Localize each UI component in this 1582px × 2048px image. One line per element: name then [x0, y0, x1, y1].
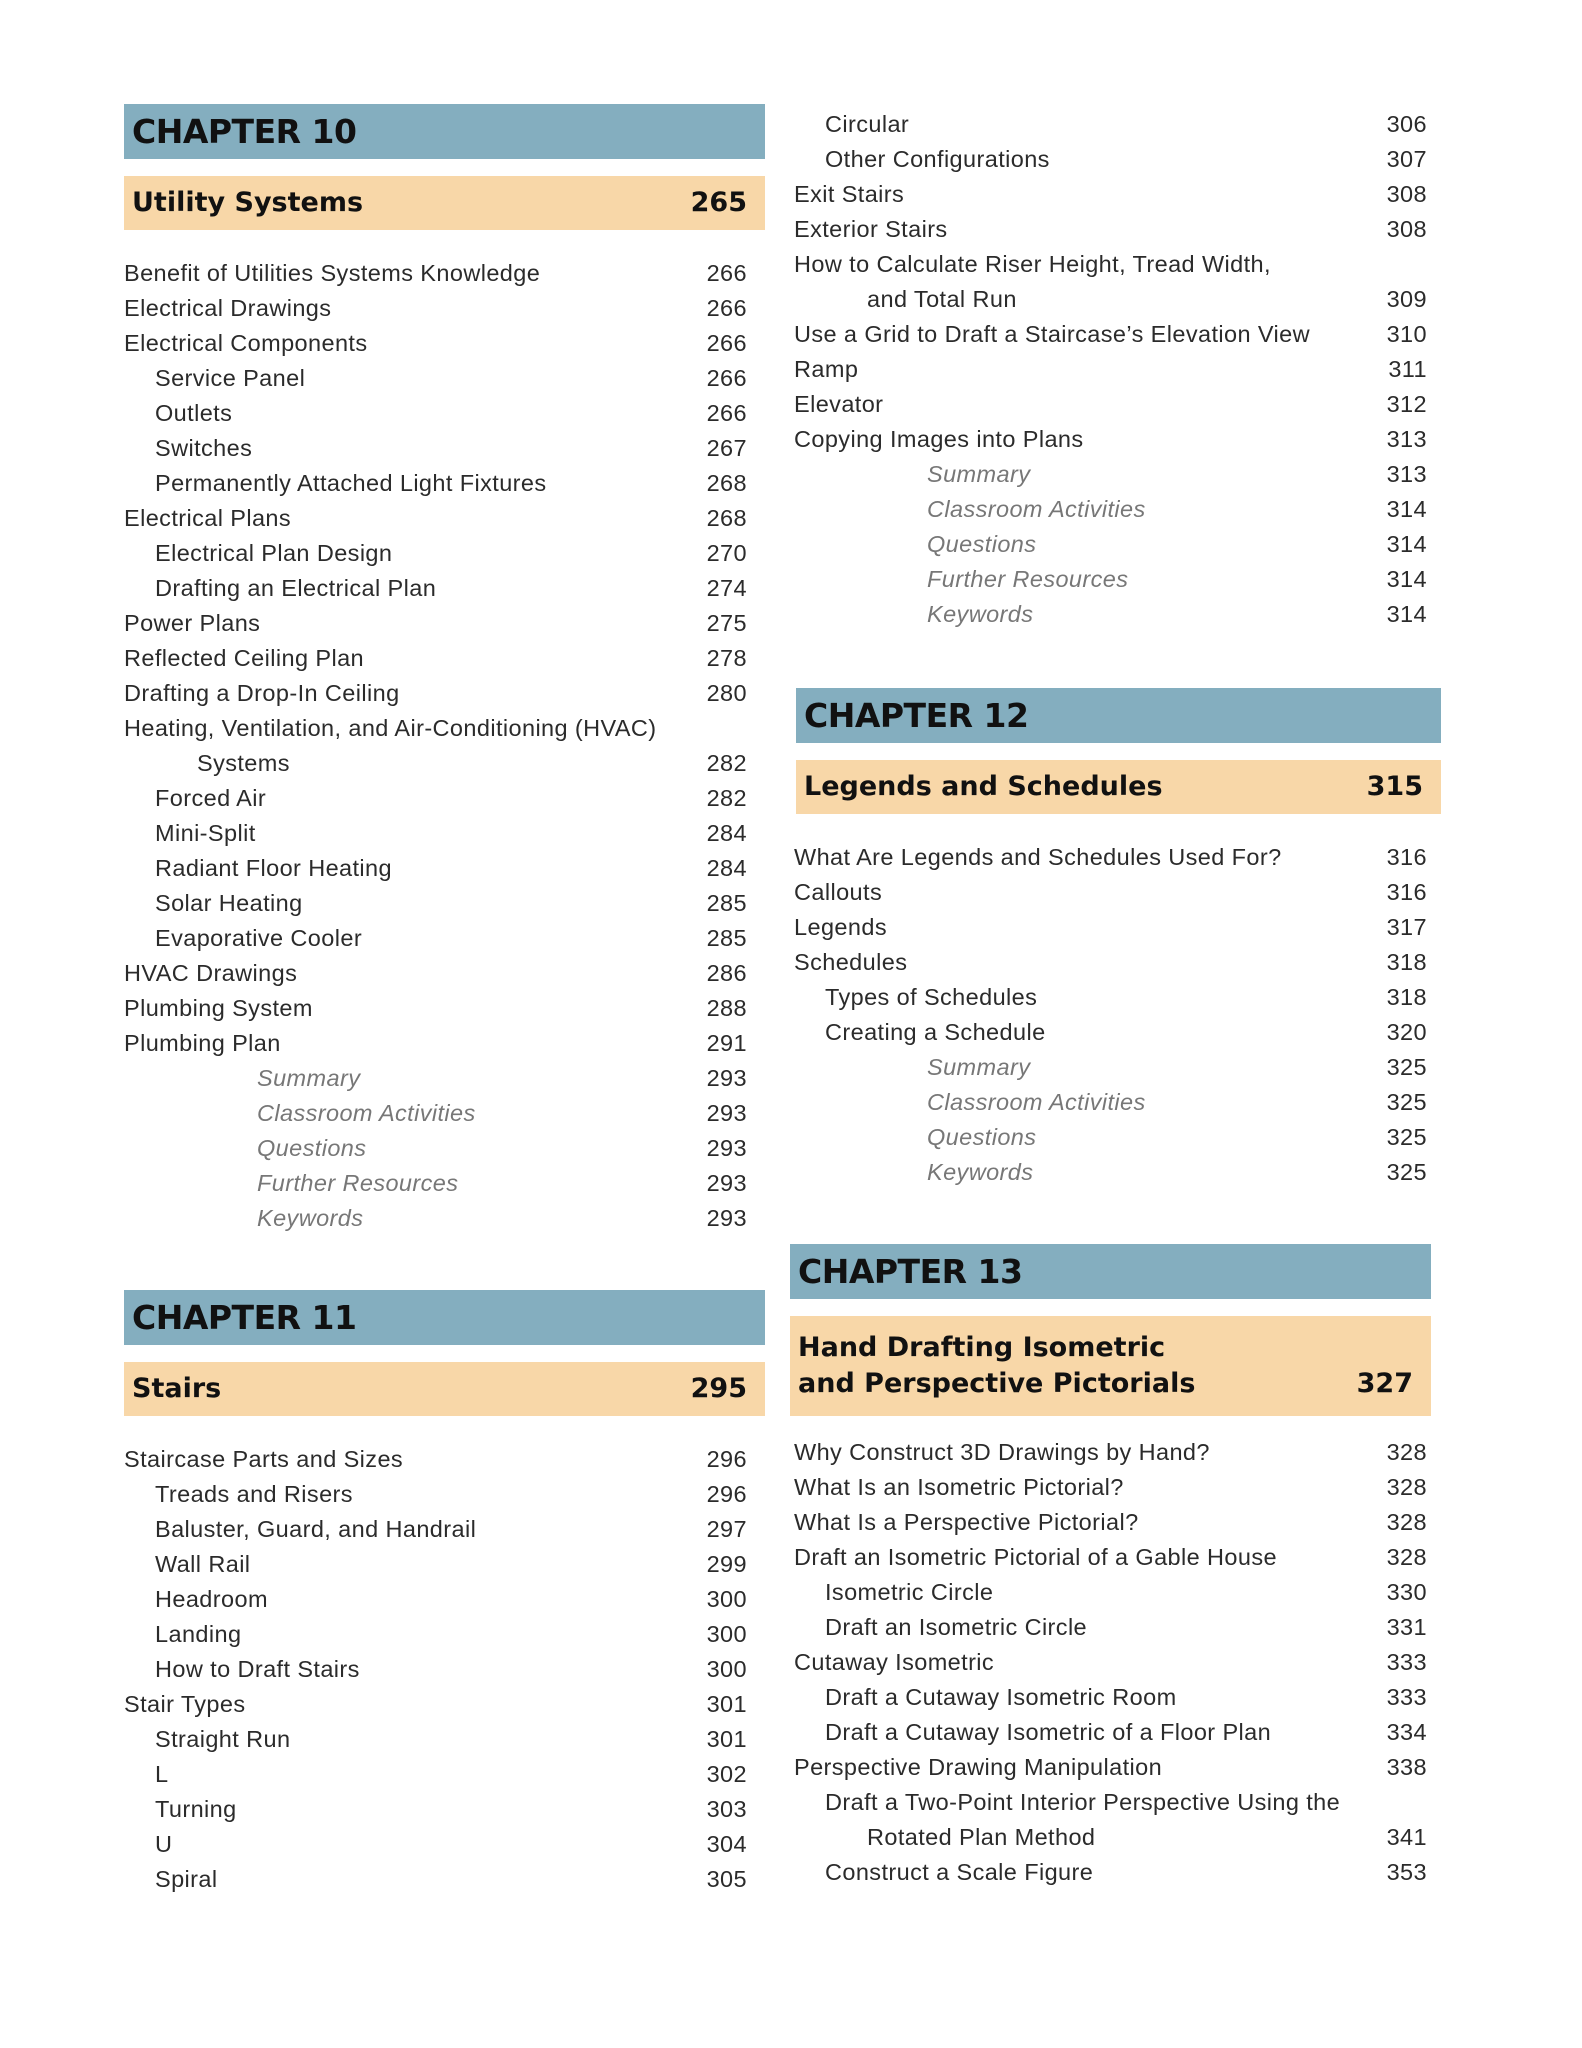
- toc-entry-page: 268: [706, 505, 747, 531]
- toc-entry-page: 297: [706, 1516, 747, 1542]
- toc-entry[interactable]: [794, 1540, 1445, 1575]
- toc-entry-title: Exit Stairs: [794, 181, 905, 207]
- toc-entry-title: Isometric Circle: [825, 1579, 994, 1605]
- toc-entry-title: Headroom: [155, 1586, 268, 1612]
- chapter-title: Stairs: [132, 1373, 222, 1404]
- toc-entry-title: Further Resources: [927, 566, 1129, 592]
- toc-entry[interactable]: [794, 840, 1445, 875]
- toc-entry-page: 311: [1388, 356, 1427, 382]
- chapter-12-header: [796, 688, 1441, 743]
- toc-entry[interactable]: [794, 387, 1445, 422]
- toc-entry-page: 331: [1386, 1614, 1427, 1640]
- toc-entry-title: Classroom Activities: [927, 1089, 1146, 1115]
- toc-entry-title: Draft a Cutaway Isometric of a Floor Plan: [825, 1719, 1272, 1745]
- toc-entry[interactable]: [794, 875, 1445, 910]
- toc-entry-page: 293: [706, 1065, 747, 1091]
- toc-entry[interactable]: [794, 422, 1445, 457]
- toc-entry[interactable]: [124, 956, 765, 991]
- toc-entry-title: L: [155, 1761, 169, 1787]
- toc-entry-title: Exterior Stairs: [794, 216, 948, 242]
- toc-entry-title: Heating, Ventilation, and Air-Conditioning (HVAC): [124, 715, 657, 741]
- chapter-12-title-bar[interactable]: [796, 760, 1441, 814]
- toc-entry-page: 306: [1386, 111, 1427, 137]
- toc-entry-page: 303: [706, 1796, 747, 1822]
- toc-entry-title: Outlets: [155, 400, 233, 426]
- toc-entry[interactable]: [124, 1757, 765, 1792]
- toc-entry-title: Other Configurations: [825, 146, 1050, 172]
- toc-entry[interactable]: [794, 177, 1445, 212]
- toc-entry[interactable]: [124, 571, 765, 606]
- toc-entry[interactable]: [124, 1201, 765, 1236]
- toc-entry[interactable]: [124, 1652, 765, 1687]
- toc-entry-page: 325: [1386, 1054, 1427, 1080]
- toc-entry-page: 308: [1386, 216, 1427, 242]
- toc-entry[interactable]: [124, 1477, 765, 1512]
- toc-entry-page: 338: [1386, 1754, 1427, 1780]
- toc-entry-page: 320: [1386, 1019, 1427, 1045]
- toc-entry-page: 293: [706, 1170, 747, 1196]
- toc-entry-page: 316: [1386, 879, 1427, 905]
- toc-entry[interactable]: [124, 1096, 765, 1131]
- toc-entry-page: 288: [706, 995, 747, 1021]
- toc-entry-title: Mini-Split: [155, 820, 256, 846]
- toc-entry-page: 325: [1386, 1124, 1427, 1150]
- toc-entry[interactable]: [124, 1512, 765, 1547]
- toc-entry[interactable]: [124, 1582, 765, 1617]
- toc-entry-title: Service Panel: [155, 365, 306, 391]
- toc-entry-title: Plumbing System: [124, 995, 313, 1021]
- toc-entry-title: Construct a Scale Figure: [825, 1859, 1094, 1885]
- toc-entry-page: 302: [706, 1761, 747, 1787]
- toc-entry-title: Drafting an Electrical Plan: [155, 575, 437, 601]
- toc-entry-page: 266: [706, 365, 747, 391]
- toc-entry[interactable]: [124, 326, 765, 361]
- toc-entry[interactable]: [794, 527, 1445, 562]
- toc-entry[interactable]: [124, 1026, 765, 1061]
- toc-entry-page: 310: [1386, 321, 1427, 347]
- toc-entry-page: 296: [706, 1446, 747, 1472]
- toc-entry-title: Permanently Attached Light Fixtures: [155, 470, 547, 496]
- toc-entry[interactable]: [794, 1015, 1445, 1050]
- toc-entry-page: 313: [1386, 426, 1427, 452]
- chapter-label: CHAPTER 13: [798, 1252, 1023, 1291]
- toc-entry-page: 314: [1386, 496, 1427, 522]
- toc-entry-title: Forced Air: [155, 785, 267, 811]
- toc-entry-title: What Are Legends and Schedules Used For?: [794, 844, 1282, 870]
- chapter-page: 265: [690, 187, 747, 218]
- chapter-label: CHAPTER 12: [804, 696, 1029, 735]
- toc-entry-title: Stair Types: [124, 1691, 246, 1717]
- toc-entry-title: Summary: [257, 1065, 361, 1091]
- toc-entry-title: Keywords: [927, 1159, 1034, 1185]
- toc-entry-page: 293: [706, 1100, 747, 1126]
- toc-entry[interactable]: [124, 606, 765, 641]
- toc-entry[interactable]: [124, 1166, 765, 1201]
- toc-entry-title: Copying Images into Plans: [794, 426, 1084, 452]
- toc-entry-page: 268: [706, 470, 747, 496]
- toc-entry-page: 333: [1386, 1649, 1427, 1675]
- toc-entry-title: Landing: [155, 1621, 242, 1647]
- toc-entry[interactable]: [794, 1820, 1445, 1855]
- toc-entry[interactable]: [794, 945, 1445, 980]
- toc-entry-title: Baluster, Guard, and Handrail: [155, 1516, 477, 1542]
- toc-entry-title: Electrical Plan Design: [155, 540, 393, 566]
- toc-entry-page: 313: [1386, 461, 1427, 487]
- toc-entry-page: 291: [706, 1030, 747, 1056]
- toc-entry-page: 304: [706, 1831, 747, 1857]
- toc-entry-page: 266: [706, 400, 747, 426]
- toc-entry[interactable]: [124, 886, 765, 921]
- toc-entry[interactable]: [124, 431, 765, 466]
- toc-entry[interactable]: [124, 746, 765, 781]
- toc-entry[interactable]: [124, 291, 765, 326]
- toc-entry-title: Draft an Isometric Pictorial of a Gable House: [794, 1544, 1277, 1570]
- toc-entry-title: Spiral: [155, 1866, 218, 1892]
- toc-entry[interactable]: [124, 921, 765, 956]
- toc-entry[interactable]: [794, 1645, 1445, 1680]
- toc-entry-title: Questions: [927, 531, 1037, 557]
- toc-entry-page: 300: [706, 1586, 747, 1612]
- toc-entry-page: 314: [1386, 601, 1427, 627]
- toc-entry-title: Further Resources: [257, 1170, 459, 1196]
- right-column: [790, 0, 1435, 2048]
- toc-entry-title: Keywords: [927, 601, 1034, 627]
- chapter-label: CHAPTER 11: [132, 1298, 357, 1337]
- toc-entry-title: Schedules: [794, 949, 908, 975]
- toc-entry[interactable]: [794, 1435, 1445, 1470]
- toc-entry-page: 270: [706, 540, 747, 566]
- toc-entry-title: Classroom Activities: [927, 496, 1146, 522]
- toc-entry[interactable]: [124, 711, 765, 746]
- toc-entry[interactable]: [124, 361, 765, 396]
- toc-entry-title: U: [155, 1831, 173, 1857]
- toc-entry-page: 300: [706, 1621, 747, 1647]
- toc-entry-title: Straight Run: [155, 1726, 291, 1752]
- toc-entry-title: Evaporative Cooler: [155, 925, 363, 951]
- toc-entry-title: Keywords: [257, 1205, 364, 1231]
- toc-entry-title: Use a Grid to Draft a Staircase’s Elevation View: [794, 321, 1310, 347]
- toc-entry-title: Ramp: [794, 356, 859, 382]
- toc-entry-page: 293: [706, 1205, 747, 1231]
- toc-entry-title: What Is a Perspective Pictorial?: [794, 1509, 1139, 1535]
- toc-entry-title: Draft a Cutaway Isometric Room: [825, 1684, 1177, 1710]
- toc-entry-page: 267: [706, 435, 747, 461]
- toc-entry-title: Wall Rail: [155, 1551, 251, 1577]
- toc-entry-page: 307: [1386, 146, 1427, 172]
- toc-entry[interactable]: [124, 256, 765, 291]
- toc-entry-title: Creating a Schedule: [825, 1019, 1046, 1045]
- toc-entry[interactable]: [124, 816, 765, 851]
- toc-entry[interactable]: [794, 1575, 1445, 1610]
- toc-entry-title: and Total Run: [867, 286, 1017, 312]
- chapter-10-header: [124, 104, 765, 159]
- toc-entry-title: Questions: [257, 1135, 367, 1161]
- toc-entry[interactable]: [124, 1617, 765, 1652]
- toc-entry-title: Summary: [927, 1054, 1031, 1080]
- toc-entry-page: 293: [706, 1135, 747, 1161]
- toc-entry[interactable]: [124, 1442, 765, 1477]
- toc-entry-page: 325: [1386, 1089, 1427, 1115]
- toc-entry[interactable]: [794, 492, 1445, 527]
- toc-entry[interactable]: [794, 457, 1445, 492]
- toc-entry-page: 280: [706, 680, 747, 706]
- toc-entry[interactable]: [794, 980, 1445, 1015]
- toc-entry[interactable]: [794, 247, 1445, 282]
- chapter-13-title-bar[interactable]: [790, 1316, 1431, 1416]
- toc-entry-title: HVAC Drawings: [124, 960, 298, 986]
- toc-entry-page: 333: [1386, 1684, 1427, 1710]
- toc-entry[interactable]: [124, 1131, 765, 1166]
- toc-entry-page: 334: [1386, 1719, 1427, 1745]
- toc-entry-page: 275: [706, 610, 747, 636]
- toc-entry-page: 341: [1386, 1824, 1427, 1850]
- toc-entry[interactable]: [124, 1862, 765, 1897]
- toc-entry-page: 316: [1386, 844, 1427, 870]
- toc-entry-title: Cutaway Isometric: [794, 1649, 995, 1675]
- toc-entry[interactable]: [794, 597, 1445, 632]
- toc-entry-page: 301: [706, 1726, 747, 1752]
- toc-entry[interactable]: [124, 1547, 765, 1582]
- toc-entry-title: Power Plans: [124, 610, 261, 636]
- toc-entry[interactable]: [794, 1855, 1445, 1890]
- toc-entry-page: 266: [706, 330, 747, 356]
- toc-entry[interactable]: [794, 142, 1445, 177]
- toc-entry-page: 328: [1386, 1544, 1427, 1570]
- toc-entry[interactable]: [794, 1470, 1445, 1505]
- toc-entry-page: 296: [706, 1481, 747, 1507]
- toc-entry[interactable]: [794, 1120, 1445, 1155]
- chapter-title-line-1: Hand Drafting Isometric: [798, 1332, 1166, 1363]
- toc-entry-page: 308: [1386, 181, 1427, 207]
- toc-entry-title: Benefit of Utilities Systems Knowledge: [124, 260, 541, 286]
- toc-entry[interactable]: [124, 1687, 765, 1722]
- toc-entry-title: Turning: [155, 1796, 237, 1822]
- toc-entry-page: 282: [706, 750, 747, 776]
- toc-entry-title: Callouts: [794, 879, 883, 905]
- toc-entry[interactable]: [794, 107, 1445, 142]
- toc-entry-title: Draft a Two-Point Interior Perspective Using the: [825, 1789, 1341, 1815]
- toc-entry[interactable]: [794, 1085, 1445, 1120]
- toc-entry[interactable]: [794, 282, 1445, 317]
- toc-entry[interactable]: [794, 1050, 1445, 1085]
- toc-entry-page: 301: [706, 1691, 747, 1717]
- toc-entry-page: 328: [1386, 1509, 1427, 1535]
- toc-entry-title: Rotated Plan Method: [867, 1824, 1096, 1850]
- toc-entry-page: 325: [1386, 1159, 1427, 1185]
- toc-entry-page: 317: [1386, 914, 1427, 940]
- toc-entry[interactable]: [794, 1750, 1445, 1785]
- toc-entry-title: Types of Schedules: [825, 984, 1038, 1010]
- toc-entry-page: 328: [1386, 1474, 1427, 1500]
- toc-entry-title: Drafting a Drop-In Ceiling: [124, 680, 400, 706]
- chapter-title: Utility Systems: [132, 187, 364, 218]
- toc-entry-page: 353: [1386, 1859, 1427, 1885]
- toc-entry-page: 312: [1386, 391, 1427, 417]
- toc-entry-page: 328: [1386, 1439, 1427, 1465]
- toc-entry-page: 314: [1386, 531, 1427, 557]
- toc-entry-page: 285: [706, 925, 747, 951]
- toc-entry-title: How to Calculate Riser Height, Tread Width,: [794, 251, 1271, 277]
- toc-entry-title: Reflected Ceiling Plan: [124, 645, 365, 671]
- left-column: [124, 0, 765, 2048]
- toc-entry-title: Elevator: [794, 391, 884, 417]
- toc-entry-title: Plumbing Plan: [124, 1030, 281, 1056]
- toc-entry[interactable]: [124, 851, 765, 886]
- toc-entry-page: 305: [706, 1866, 747, 1892]
- toc-entry-title: Summary: [927, 461, 1031, 487]
- chapter-13-header: [790, 1244, 1431, 1299]
- chapter-title: Legends and Schedules: [804, 771, 1163, 802]
- toc-entry-page: 282: [706, 785, 747, 811]
- toc-entry[interactable]: [794, 1505, 1445, 1540]
- toc-entry-title: Electrical Plans: [124, 505, 292, 531]
- toc-entry-page: 284: [706, 820, 747, 846]
- toc-entry-page: 314: [1386, 566, 1427, 592]
- toc-entry[interactable]: [124, 1792, 765, 1827]
- toc-entry[interactable]: [794, 1155, 1445, 1190]
- chapter-page: 327: [1356, 1368, 1413, 1399]
- toc-entry-title: Electrical Drawings: [124, 295, 332, 321]
- toc-entry-title: Questions: [927, 1124, 1037, 1150]
- toc-entry[interactable]: [124, 641, 765, 676]
- toc-entry[interactable]: [124, 1827, 765, 1862]
- toc-entry[interactable]: [794, 1610, 1445, 1645]
- toc-entry-page: 309: [1386, 286, 1427, 312]
- toc-entry[interactable]: [124, 466, 765, 501]
- toc-entry-title: Staircase Parts and Sizes: [124, 1446, 404, 1472]
- toc-entry-title: What Is an Isometric Pictorial?: [794, 1474, 1124, 1500]
- toc-entry-page: 278: [706, 645, 747, 671]
- toc-entry[interactable]: [794, 562, 1445, 597]
- toc-entry-page: 300: [706, 1656, 747, 1682]
- toc-entry[interactable]: [794, 1680, 1445, 1715]
- toc-entry[interactable]: [124, 501, 765, 536]
- toc-entry[interactable]: [794, 910, 1445, 945]
- toc-entry-title: Draft an Isometric Circle: [825, 1614, 1088, 1640]
- toc-entry-title: Solar Heating: [155, 890, 303, 916]
- toc-entry-title: Treads and Risers: [155, 1481, 353, 1507]
- chapter-label: CHAPTER 10: [132, 112, 357, 151]
- toc-entry-page: 274: [706, 575, 747, 601]
- toc-entry[interactable]: [794, 317, 1445, 352]
- toc-entry[interactable]: [124, 396, 765, 431]
- toc-entry-page: 266: [706, 295, 747, 321]
- toc-entry-title: Legends: [794, 914, 887, 940]
- toc-entry-title: How to Draft Stairs: [155, 1656, 360, 1682]
- toc-entry-page: 330: [1386, 1579, 1427, 1605]
- toc-entry-title: Electrical Components: [124, 330, 368, 356]
- chapter-11-title-bar[interactable]: [124, 1362, 765, 1416]
- toc-entry-title: Perspective Drawing Manipulation: [794, 1754, 1163, 1780]
- toc-entry-title: Why Construct 3D Drawings by Hand?: [794, 1439, 1210, 1465]
- toc-entry-title: Circular: [825, 111, 910, 137]
- chapter-11-header: [124, 1290, 765, 1345]
- toc-entry[interactable]: [794, 1785, 1445, 1820]
- toc-entry-page: 299: [706, 1551, 747, 1577]
- toc-entry-title: Classroom Activities: [257, 1100, 476, 1126]
- toc-entry[interactable]: [794, 1715, 1445, 1750]
- toc-entry-title: Radiant Floor Heating: [155, 855, 392, 881]
- chapter-title-line-2: and Perspective Pictorials: [798, 1368, 1196, 1399]
- toc-entry[interactable]: [124, 781, 765, 816]
- toc-entry[interactable]: [124, 536, 765, 571]
- toc-entry[interactable]: [124, 1061, 765, 1096]
- toc-entry[interactable]: [124, 991, 765, 1026]
- chapter-page: 295: [690, 1373, 747, 1404]
- toc-entry-page: 318: [1386, 949, 1427, 975]
- toc-entry-page: 318: [1386, 984, 1427, 1010]
- toc-entry-page: 284: [706, 855, 747, 881]
- toc-entry-page: 285: [706, 890, 747, 916]
- chapter-10-title-bar[interactable]: [124, 176, 765, 230]
- toc-entry[interactable]: [794, 352, 1445, 387]
- toc-entry-title: Switches: [155, 435, 253, 461]
- toc-entry-title: Systems: [197, 750, 290, 776]
- toc-entry-page: 266: [706, 260, 747, 286]
- chapter-page: 315: [1366, 771, 1423, 802]
- toc-entry-page: 286: [706, 960, 747, 986]
- toc-entry[interactable]: [124, 1722, 765, 1757]
- toc-entry[interactable]: [794, 212, 1445, 247]
- toc-entry[interactable]: [124, 676, 765, 711]
